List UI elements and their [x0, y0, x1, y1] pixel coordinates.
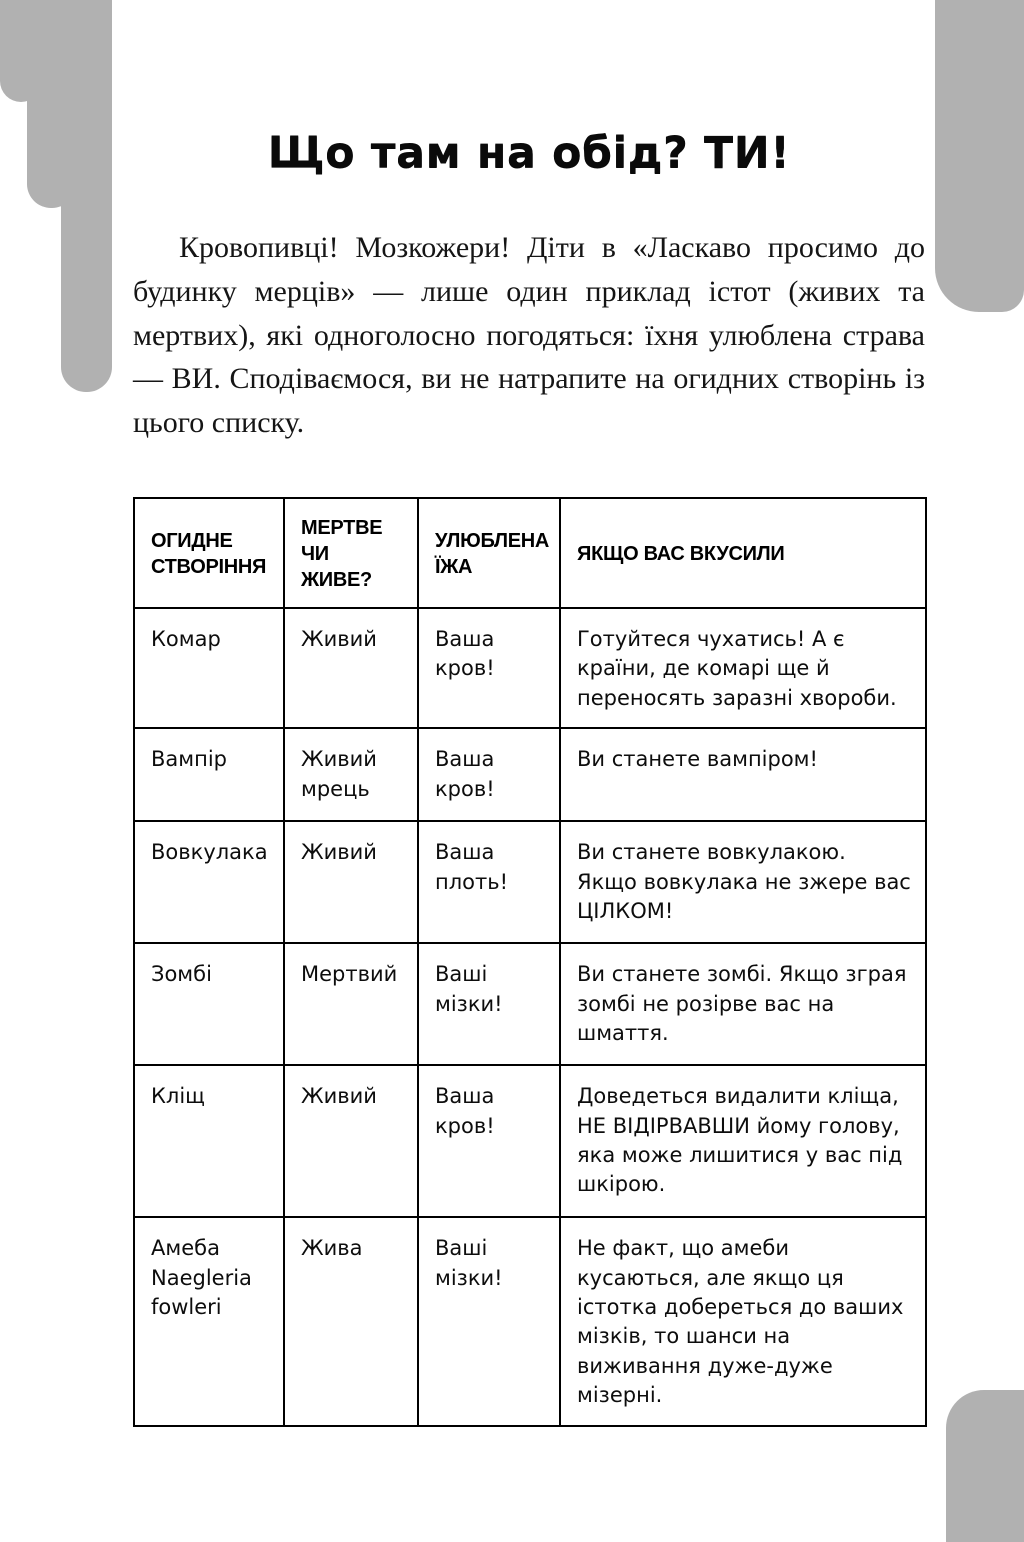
page-content — [133, 128, 925, 1427]
cell-creature: Комар — [134, 608, 284, 728]
cell-dead-or-alive: Мертвий — [284, 943, 418, 1065]
table-row — [134, 608, 926, 728]
table-row — [134, 821, 926, 943]
table-row — [134, 943, 926, 1065]
cell-favorite-food: Ваші мізки! — [418, 1217, 560, 1425]
table-row — [134, 1217, 926, 1425]
slime-drip-top-right — [935, 0, 1024, 312]
cell-creature: Вовкулака — [134, 821, 284, 943]
header-cell-if-bitten: ЯКЩО ВАС ВКУСИЛИ — [560, 498, 926, 608]
cell-if-bitten: Ви станете вовкулакою. Якщо вовкулака не зжере вас ЦІЛКОМ! — [560, 821, 926, 943]
cell-creature: Амеба Naegleria fowleri — [134, 1217, 284, 1425]
header-cell-creature: ОГИДНЕ СТВОРІННЯ — [134, 498, 284, 608]
table-row — [134, 728, 926, 821]
cell-dead-or-alive: Живий — [284, 608, 418, 728]
cell-dead-or-alive: Живий — [284, 821, 418, 943]
cell-if-bitten: Готуйтеся чухатись! А є країни, де комарі ще й переносять заразні хвороби. — [560, 608, 926, 728]
slime-drip-top-left-3 — [61, 0, 112, 392]
table-header-row — [134, 498, 926, 608]
cell-creature: Вампір — [134, 728, 284, 821]
table-row — [134, 1065, 926, 1217]
cell-favorite-food: Ваша плоть! — [418, 821, 560, 943]
cell-dead-or-alive: Живий мрець — [284, 728, 418, 821]
header-cell-favorite-food: УЛЮБЛЕНА ЇЖА — [418, 498, 560, 608]
cell-creature: Кліщ — [134, 1065, 284, 1217]
cell-favorite-food: Ваша кров! — [418, 728, 560, 821]
cell-if-bitten: Ви станете вампіром! — [560, 728, 926, 821]
header-cell-dead-or-alive: МЕРТВЕ ЧИ ЖИВЕ? — [284, 498, 418, 608]
cell-favorite-food: Ваша кров! — [418, 608, 560, 728]
cell-if-bitten: Ви станете зомбі. Якщо зграя зомбі не розірве вас на шмаття. — [560, 943, 926, 1065]
cell-favorite-food: Ваша кров! — [418, 1065, 560, 1217]
page-title: Що там на обід? ТИ! — [267, 128, 791, 178]
cell-dead-or-alive: Жива — [284, 1217, 418, 1425]
cell-if-bitten: Доведеться видалити кліща, НЕ ВІДІРВАВШИ йому голову, яка може лишитися у вас під шкірою. — [560, 1065, 926, 1217]
cell-dead-or-alive: Живий — [284, 1065, 418, 1217]
creatures-table — [133, 497, 927, 1427]
intro-paragraph: Кровопивці! Мозкожери! Діти в «Ласкаво просимо до будинку мерців» — лише один приклад істот (живих та мертвих), які одноголосно погодяться: їхня улюблена страва — ВИ. Сподіваємося, ви не натрапите на огидних створінь із цього списку. — [133, 231, 925, 440]
cell-creature: Зомбі — [134, 943, 284, 1065]
cell-favorite-food: Ваші мізки! — [418, 943, 560, 1065]
cell-if-bitten: Не факт, що амеби кусаються, але якщо ця істотка добереться до ваших мізків, то шанси на виживання дуже-дуже мізерні. — [560, 1217, 926, 1425]
slime-drip-bottom-right — [946, 1390, 1024, 1542]
